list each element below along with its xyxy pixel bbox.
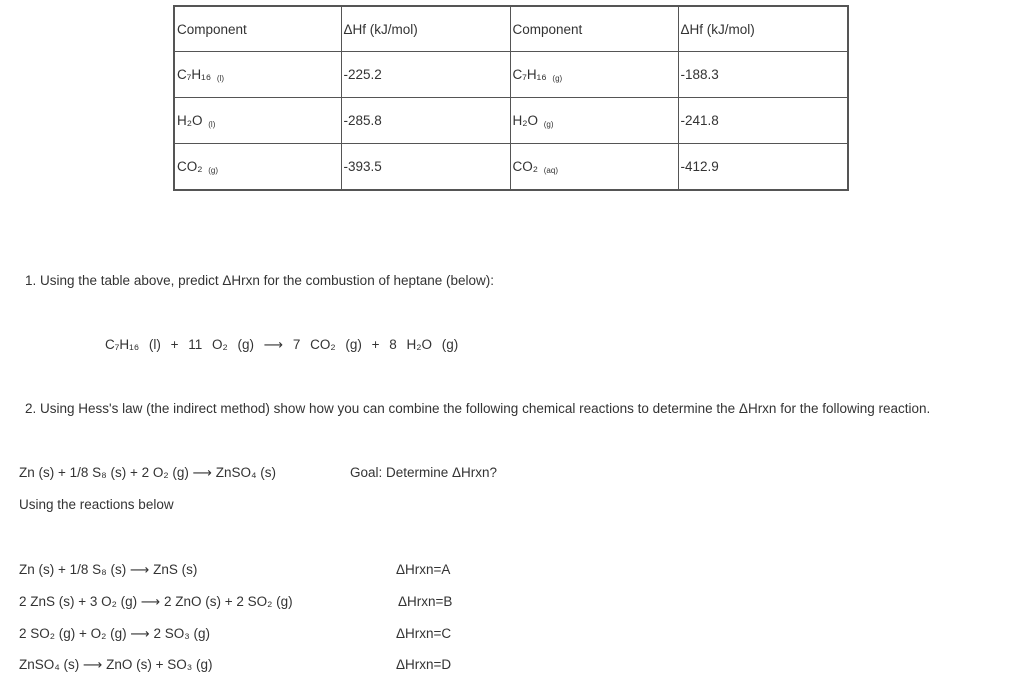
reaction-1-enthalpy: ΔHrxn=A [396, 562, 451, 577]
header-dhf-1: ΔHf (kJ/mol) [341, 6, 510, 52]
reaction-2-enthalpy: ΔHrxn=B [398, 594, 453, 609]
table-cell: C₇H₁₆ (g) [510, 52, 678, 98]
using-label: Using the reactions below [19, 497, 174, 512]
reaction-1: Zn (s) + 1/8 S₈ (s) ⟶ ZnS (s) [19, 562, 198, 577]
reaction-3-enthalpy: ΔHrxn=C [396, 626, 452, 641]
question-1-text: 1. Using the table above, predict ΔHrxn for the combustion of heptane (below): [25, 273, 495, 288]
reaction-4-enthalpy: ΔHrxn=D [396, 657, 452, 672]
goal-text: Goal: Determine ΔHrxn? [350, 465, 498, 480]
target-reaction: Zn (s) + 1/8 S₈ (s) + 2 O₂ (g) ⟶ ZnSO₄ (s) [19, 465, 276, 480]
reaction-4: ZnSO₄ (s) ⟶ ZnO (s) + SO₃ (g) [19, 657, 213, 672]
reaction-3: 2 SO₂ (g) + O₂ (g) ⟶ 2 SO₃ (g) [19, 626, 210, 641]
table-row [174, 52, 848, 98]
table-cell: H₂O (g) [510, 98, 678, 144]
table-cell: -412.9 [678, 144, 848, 191]
enthalpy-table [173, 5, 849, 191]
reaction-2: 2 ZnS (s) + 3 O₂ (g) ⟶ 2 ZnO (s) + 2 SO₂ (g) [19, 594, 293, 609]
header-dhf-2: ΔHf (kJ/mol) [678, 6, 848, 52]
table-cell: -188.3 [678, 52, 848, 98]
table-row [174, 144, 848, 191]
question-1-equation: C₇H₁₆ (l) + 11 O₂ (g) ⟶ 7 CO₂ (g) + 8 H₂O (g) [105, 337, 459, 352]
table-cell: -225.2 [341, 52, 510, 98]
table-cell: -285.8 [341, 98, 510, 144]
question-2-text: 2. Using Hess's law (the indirect method) show how you can combine the following chemical reactions to determine the ΔHrxn for the following reaction. [25, 401, 931, 416]
table-cell: -393.5 [341, 144, 510, 191]
table-cell: C₇H₁₆ (l) [174, 52, 341, 98]
header-component-1: Component [174, 6, 341, 52]
header-component-2: Component [510, 6, 678, 52]
table-cell: CO₂ (g) [174, 144, 341, 191]
table-row [174, 98, 848, 144]
table-cell: CO₂ (aq) [510, 144, 678, 191]
table-header-row [174, 6, 848, 52]
table-cell: -241.8 [678, 98, 848, 144]
table-cell: H₂O (l) [174, 98, 341, 144]
